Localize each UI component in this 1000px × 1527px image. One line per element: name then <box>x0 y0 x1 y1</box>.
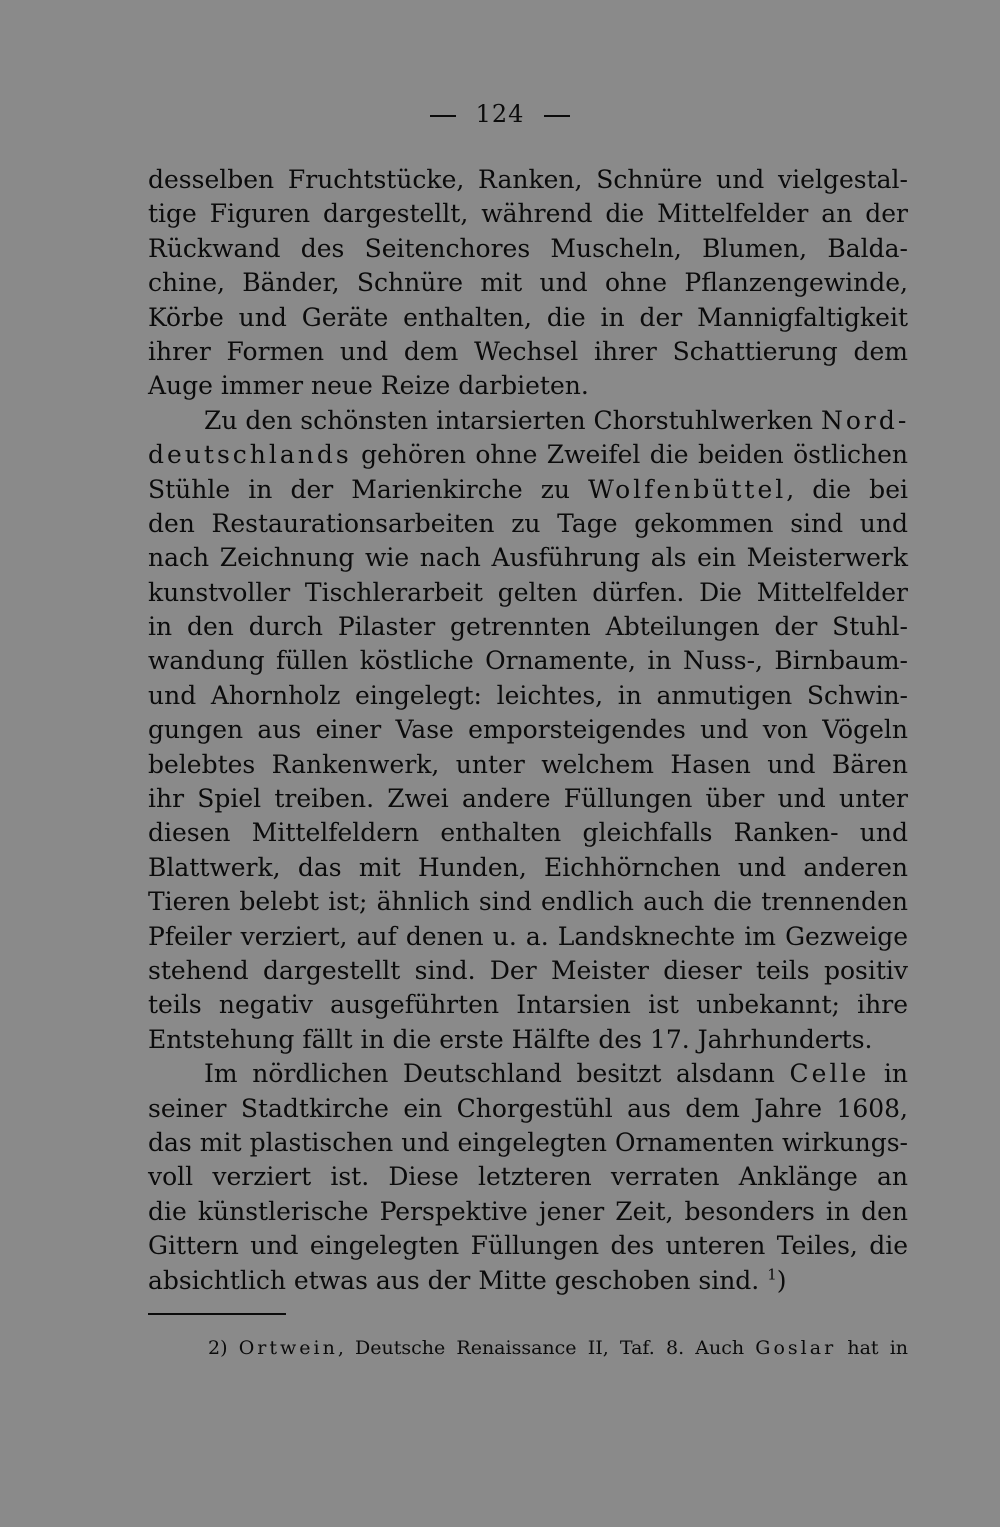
text-line: seiner Stadtkirche ein Chorgestühl aus dem Jahre 1608, <box>148 1093 908 1123</box>
text-line: ihr Spiel treiben. Zwei andere Füllungen über und unter <box>148 784 908 814</box>
text-line <box>148 1057 908 1091</box>
emphasized-word: Nord- <box>820 405 910 435</box>
text-line: chine, Bänder, Schnüre mit und ohne Pflanzengewinde, <box>148 268 908 298</box>
footnote <box>208 1334 908 1362</box>
text-line: die künstlerische Perspektive jener Zeit, besonders in den <box>148 1196 908 1226</box>
text-line: Entstehung fällt in die erste Hälfte des 17. Jahrhunderts. <box>148 1024 873 1054</box>
text-segment: absichtlich etwas aus der Mitte geschoben sind. <box>148 1265 760 1295</box>
footnote-place: Goslar <box>755 1337 837 1359</box>
text-line: diesen Mittelfeldern enthalten gleichfalls Ranken- und <box>148 818 908 848</box>
text-line: desselben Fruchtstücke, Ranken, Schnüre und vielgestal- <box>148 165 908 194</box>
emphasized-word: Celle <box>789 1059 870 1089</box>
text-line: den Restaurationsarbeiten zu Tage gekommen sind und <box>148 508 908 538</box>
body-text <box>148 163 908 1298</box>
text-line: tige Figuren dargestellt, während die Mittelfelder an der <box>148 199 908 229</box>
text-line: wandung füllen köstliche Ornamente, in Nuss-, Birnbaum- <box>148 646 908 676</box>
text-line: gungen aus einer Vase emporsteigendes und von Vögeln <box>148 715 908 745</box>
text-segment: ) <box>776 1265 787 1295</box>
footnote-marker: 2) <box>208 1337 228 1359</box>
footnote-author: Ortwein <box>238 1337 338 1359</box>
text-segment: Zu den schönsten intarsierten Chorstuhlwerken <box>204 405 814 435</box>
text-line <box>148 1264 908 1298</box>
text-line: in den durch Pilaster getrennten Abteilungen der Stuhl- <box>148 612 908 642</box>
footnote-rule <box>148 1313 286 1315</box>
footnote-ref: 1 <box>767 1265 777 1284</box>
text-line: Rückwand des Seitenchores Muscheln, Blumen, Balda- <box>148 233 908 263</box>
text-segment: Stühle in der Marienkirche zu <box>148 474 570 504</box>
text-line: Gittern und eingelegten Füllungen des unteren Teiles, die <box>148 1231 908 1261</box>
text-segment: gehören ohne Zweifel die beiden östlichen <box>361 440 908 470</box>
text-line: Blattwerk, das mit Hunden, Eichhörnchen und anderen <box>148 852 908 882</box>
text-line: belebtes Rankenwerk, unter welchem Hasen und Bären <box>148 749 908 779</box>
header-dash-left <box>430 115 456 117</box>
text-line: das mit plastischen und eingelegten Ornamenten wirkungs- <box>148 1127 908 1157</box>
text-segment: in <box>883 1059 908 1089</box>
text-line: kunstvoller Tischlerarbeit gelten dürfen. Die Mittelfelder <box>148 577 908 607</box>
header-dash-right <box>544 115 570 117</box>
text-line: und Ahornholz eingelegt: leichtes, in anmutigen Schwin- <box>148 680 908 710</box>
text-line: Auge immer neue Reize darbieten. <box>148 371 589 401</box>
text-line: Tieren belebt ist; ähnlich sind endlich auch die trennenden <box>148 887 908 917</box>
text-line <box>148 473 908 507</box>
text-line: voll verziert ist. Diese letzteren verraten Anklänge an <box>148 1162 908 1192</box>
footnote-text: , Deutsche Renaissance II, Taf. 8. Auch <box>337 1337 745 1359</box>
text-line: nach Zeichnung wie nach Ausführung als ein Meisterwerk <box>148 543 908 573</box>
text-line: Körbe und Geräte enthalten, die in der Mannigfaltigkeit <box>148 302 908 332</box>
text-line: ihrer Formen und dem Wechsel ihrer Schattierung dem <box>148 336 908 366</box>
emphasized-word: Wolfenbüttel <box>588 474 787 504</box>
text-segment: Im nördlichen Deutschland besitzt alsdann <box>204 1059 775 1089</box>
emphasized-word: deutschlands <box>148 440 352 470</box>
page-number: 124 <box>475 100 525 128</box>
text-line: teils negativ ausgeführten Intarsien ist unbekannt; ihre <box>148 990 908 1020</box>
text-line <box>148 438 908 472</box>
footnote-tail: hat in <box>847 1337 909 1359</box>
text-segment: , die bei <box>786 474 908 504</box>
text-line: stehend dargestellt sind. Der Meister dieser teils positiv <box>148 955 908 985</box>
text-line: Pfeiler verziert, auf denen u. a. Landsknechte im Gezweige <box>148 921 908 951</box>
text-line <box>148 404 908 438</box>
page-header <box>0 100 1000 128</box>
